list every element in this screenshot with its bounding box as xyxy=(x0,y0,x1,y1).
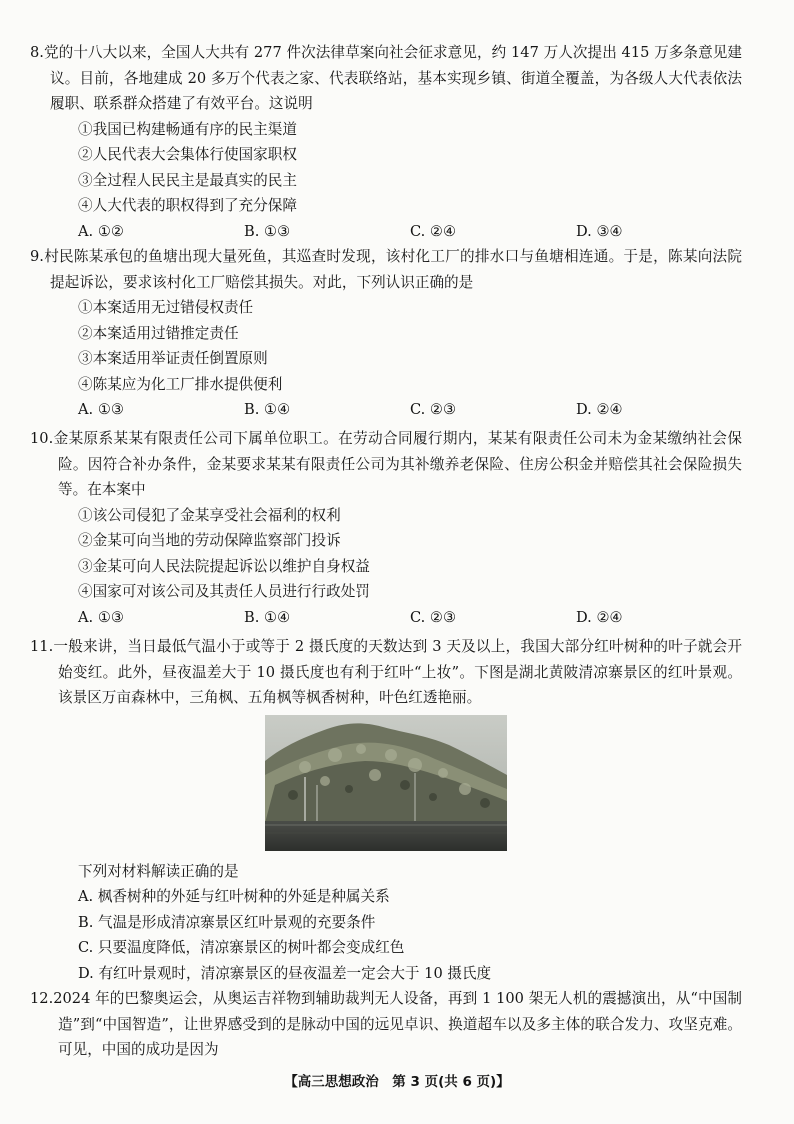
question-stem xyxy=(30,634,742,711)
question-text: 党的十八大以来，全国人大共有 277 件次法律草案向社会征求意见，约 147 万人次提出 415 万多条意见建议。目前，各地建成 20 多万个代表之家、代表联络站，基本实现乡镇、街道全覆盖，为各级人大代表依法履职、联系群众搭建了有效平台。这说明 xyxy=(43,44,742,112)
question-number: 11. xyxy=(30,638,54,655)
question-11 xyxy=(30,634,742,986)
choice-c: C. ②④ xyxy=(410,222,457,240)
question-text: 金某原系某某有限责任公司下属单位职工。在劳动合同履行期内，某某有限责任公司未为金某缴纳社会保险。因符合补办条件，金某要求某某有限责任公司为其补缴养老保险、住房公积金并赔偿其社会保险损失等。在本案中 xyxy=(53,430,742,498)
statement-item: ③金某可向人民法院提起诉讼以维护自身权益 xyxy=(78,557,370,575)
statement-item: ③全过程人民民主是最真实的民主 xyxy=(78,171,297,189)
choice-d: D. ②④ xyxy=(576,401,623,418)
question-number: 8. xyxy=(30,44,44,61)
choice-c: C. ②③ xyxy=(410,401,457,418)
statement-item: ①该公司侵犯了金某享受社会福利的权利 xyxy=(78,506,341,524)
question-number: 9. xyxy=(30,248,44,265)
option-c: C. 只要温度降低，清凉寨景区的树叶都会变成红色 xyxy=(78,939,405,956)
choice-a: A. ①② xyxy=(78,222,124,240)
statement-item: ①我国已构建畅通有序的民主渠道 xyxy=(78,120,297,138)
question-number: 10. xyxy=(30,430,54,447)
page-footer: 【高三思想政治 第 3 页(共 6 页)】 xyxy=(284,1074,510,1090)
question-stem xyxy=(30,986,742,1063)
statement-item: ③本案适用举证责任倒置原则 xyxy=(78,350,268,367)
choice-c: C. ②③ xyxy=(410,608,457,626)
question-10 xyxy=(30,426,742,630)
question-text: 2024 年的巴黎奥运会，从奥运吉祥物到辅助裁判无人设备，再到 1 100 架无人机的震撼演出，从“中国制造”到“中国智造”，让世界感受到的是脉动中国的远见卓识、换道超车以及多主体的联合发力、攻坚克难。可见，中国的成功是因为 xyxy=(53,990,742,1058)
question-stem xyxy=(30,244,742,295)
question-stem xyxy=(30,40,742,117)
choice-b: B. ①③ xyxy=(244,222,291,240)
statement-item: ④人大代表的职权得到了充分保障 xyxy=(78,197,297,214)
answer-choices xyxy=(30,605,742,631)
question-text: 村民陈某承包的鱼塘出现大量死鱼，其巡查时发现，该村化工厂的排水口与鱼塘相连通。于是，陈某向法院提起诉讼，要求该村化工厂赔偿其损失。对此，下列认识正确的是 xyxy=(43,248,742,291)
statement-item: ②本案适用过错推定责任 xyxy=(78,324,239,342)
option-b: B. 气温是形成清凉寨景区红叶景观的充要条件 xyxy=(78,913,376,931)
statement-item: ④陈某应为化工厂排水提供便利 xyxy=(78,375,283,393)
statement-item: ②金某可向当地的劳动保障监察部门投诉 xyxy=(78,532,341,549)
statement-item: ④国家可对该公司及其责任人员进行行政处罚 xyxy=(78,583,370,600)
question-text: 一般来讲，当日最低气温小于或等于 2 摄氏度的天数达到 3 天及以上，我国大部分红叶树种的叶子就会开始变红。此外，昼夜温差大于 10 摄氏度也有利于红叶“上妆”。下图是湖北黄陂清凉寨景区的红叶景观。该景区万亩森林中，三角枫、五角枫等枫香树种，叶色红透艳丽。 xyxy=(53,638,742,706)
answer-choices xyxy=(30,219,742,245)
question-number: 12. xyxy=(30,990,54,1007)
statement-item: ①本案适用无过错侵权责任 xyxy=(78,299,254,316)
question-12 xyxy=(30,986,742,1063)
choice-b: B. ①④ xyxy=(244,608,291,626)
question-8 xyxy=(30,40,742,244)
photo-container xyxy=(30,715,742,851)
choice-d: D. ②④ xyxy=(576,608,623,626)
question-9 xyxy=(30,244,742,423)
option-a: A. 枫香树种的外延与红叶树种的外延是种属关系 xyxy=(78,888,390,905)
choice-b: B. ①④ xyxy=(244,401,291,418)
option-d: D. 有红叶景观时，清凉寨景区的昼夜温差一定会大于 10 摄氏度 xyxy=(78,964,492,982)
red-leaf-landscape-photo xyxy=(265,715,507,851)
answer-choices xyxy=(30,397,742,423)
choice-d: D. ③④ xyxy=(576,222,623,240)
question-prompt: 下列对材料解读正确的是 xyxy=(78,862,239,880)
statement-item: ②人民代表大会集体行使国家职权 xyxy=(78,146,297,163)
question-stem xyxy=(30,426,742,503)
choice-a: A. ①③ xyxy=(78,608,124,626)
choice-a: A. ①③ xyxy=(78,401,124,418)
